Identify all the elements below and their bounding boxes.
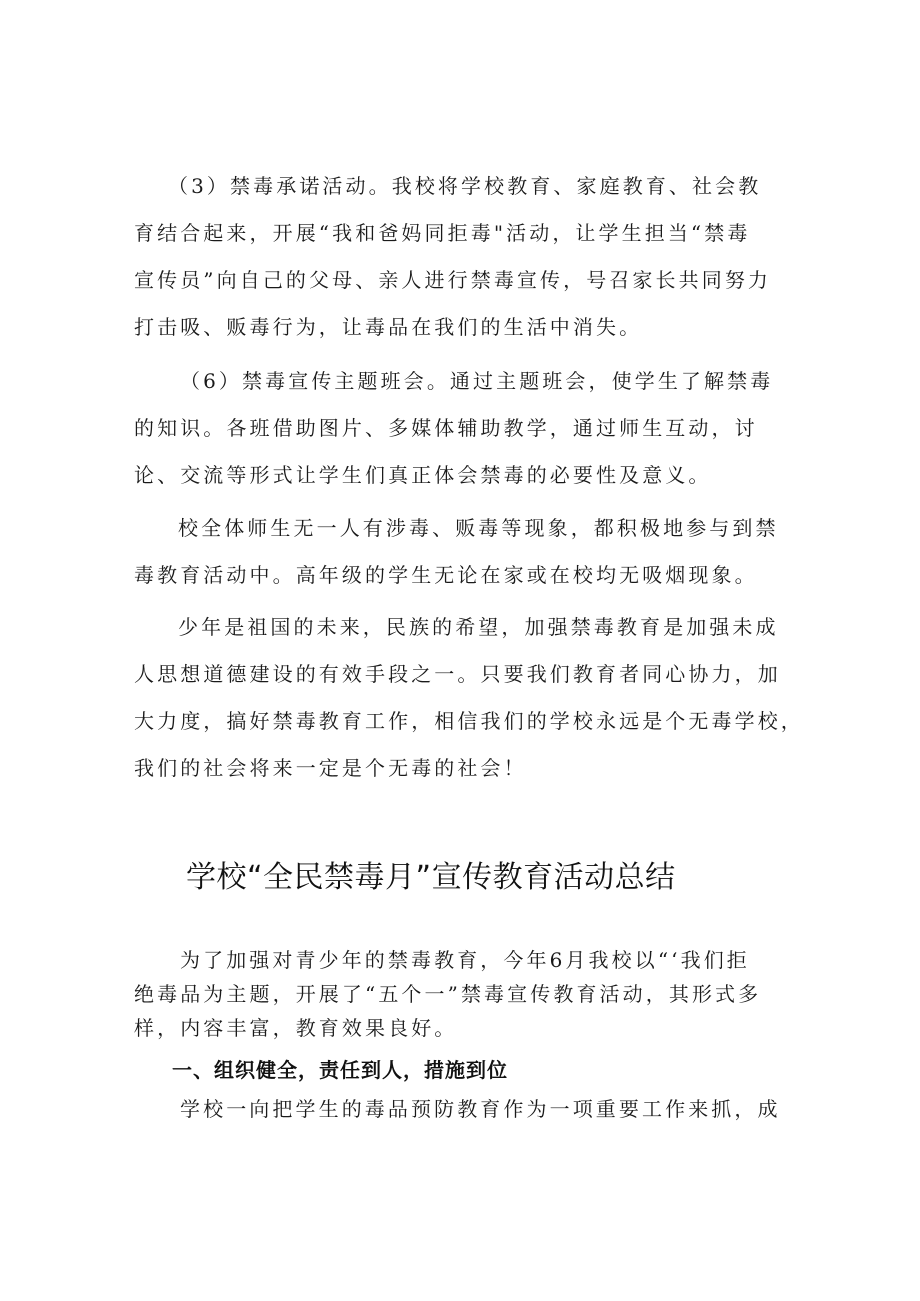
paragraph-a-line-1: 校全体师生无一人有涉毒、贩毒等现象，都积极地参与到禁 [178,516,779,540]
intro-line-1: 为了加强对青少年的禁毒教育，今年6月我校以“‘我们拒 [180,948,750,972]
paragraph-b-line-1: 少年是祖国的未来，民族的希望，加强禁毒教育是加强未成 [178,615,779,639]
paragraph-3-line-1: （3）禁毒承诺活动。我校将学校教育、家庭教育、社会教 [168,174,762,198]
paragraph-6-line-1: （6）禁毒宣传主题班会。通过主题班会，使学生了解禁毒 [180,369,774,393]
paragraph-a-line-2: 毒教育活动中。高年级的学生无论在家或在校均无吸烟现象。 [134,563,758,587]
heading-1-paragraph-line-1: 学校一向把学生的毒品预防教育作为一项重要工作来抓，成 [180,1097,781,1121]
paragraph-6-line-3: 论、交流等形式让学生们真正体会禁毒的必要性及意义。 [134,463,712,487]
paragraph-b-line-3: 大力度，搞好禁毒教育工作，相信我们的学校永远是个无毒学校， [134,709,804,733]
intro-line-3: 样，内容丰富，教育效果良好。 [134,1016,458,1040]
paragraph-6-line-2: 的知识。各班借助图片、多媒体辅助教学，通过师生互动，讨 [134,416,758,440]
paragraph-3-line-3: 宣传员”向自己的父母、亲人进行禁毒宣传，号召家长共同努力 [134,268,772,292]
document-title: 学校“全民禁毒月”宣传教育活动总结 [186,860,676,895]
paragraph-3-line-2: 育结合起来，开展“我和爸妈同拒毒"活动，让学生担当“禁毒 [134,221,751,245]
paragraph-3-line-4: 打击吸、贩毒行为，让毒品在我们的生活中消失。 [134,315,643,339]
intro-line-2: 绝毒品为主题，开展了“五个一”禁毒宣传教育活动，其形式多 [134,982,762,1006]
paragraph-b-line-4: 我们的社会将来一定是个无毒的社会！ [134,756,527,780]
section-heading-1: 一、组织健全，责任到人，措施到位 [172,1058,508,1082]
paragraph-b-line-2: 人思想道德建设的有效手段之一。只要我们教育者同心协力，加 [134,662,781,686]
